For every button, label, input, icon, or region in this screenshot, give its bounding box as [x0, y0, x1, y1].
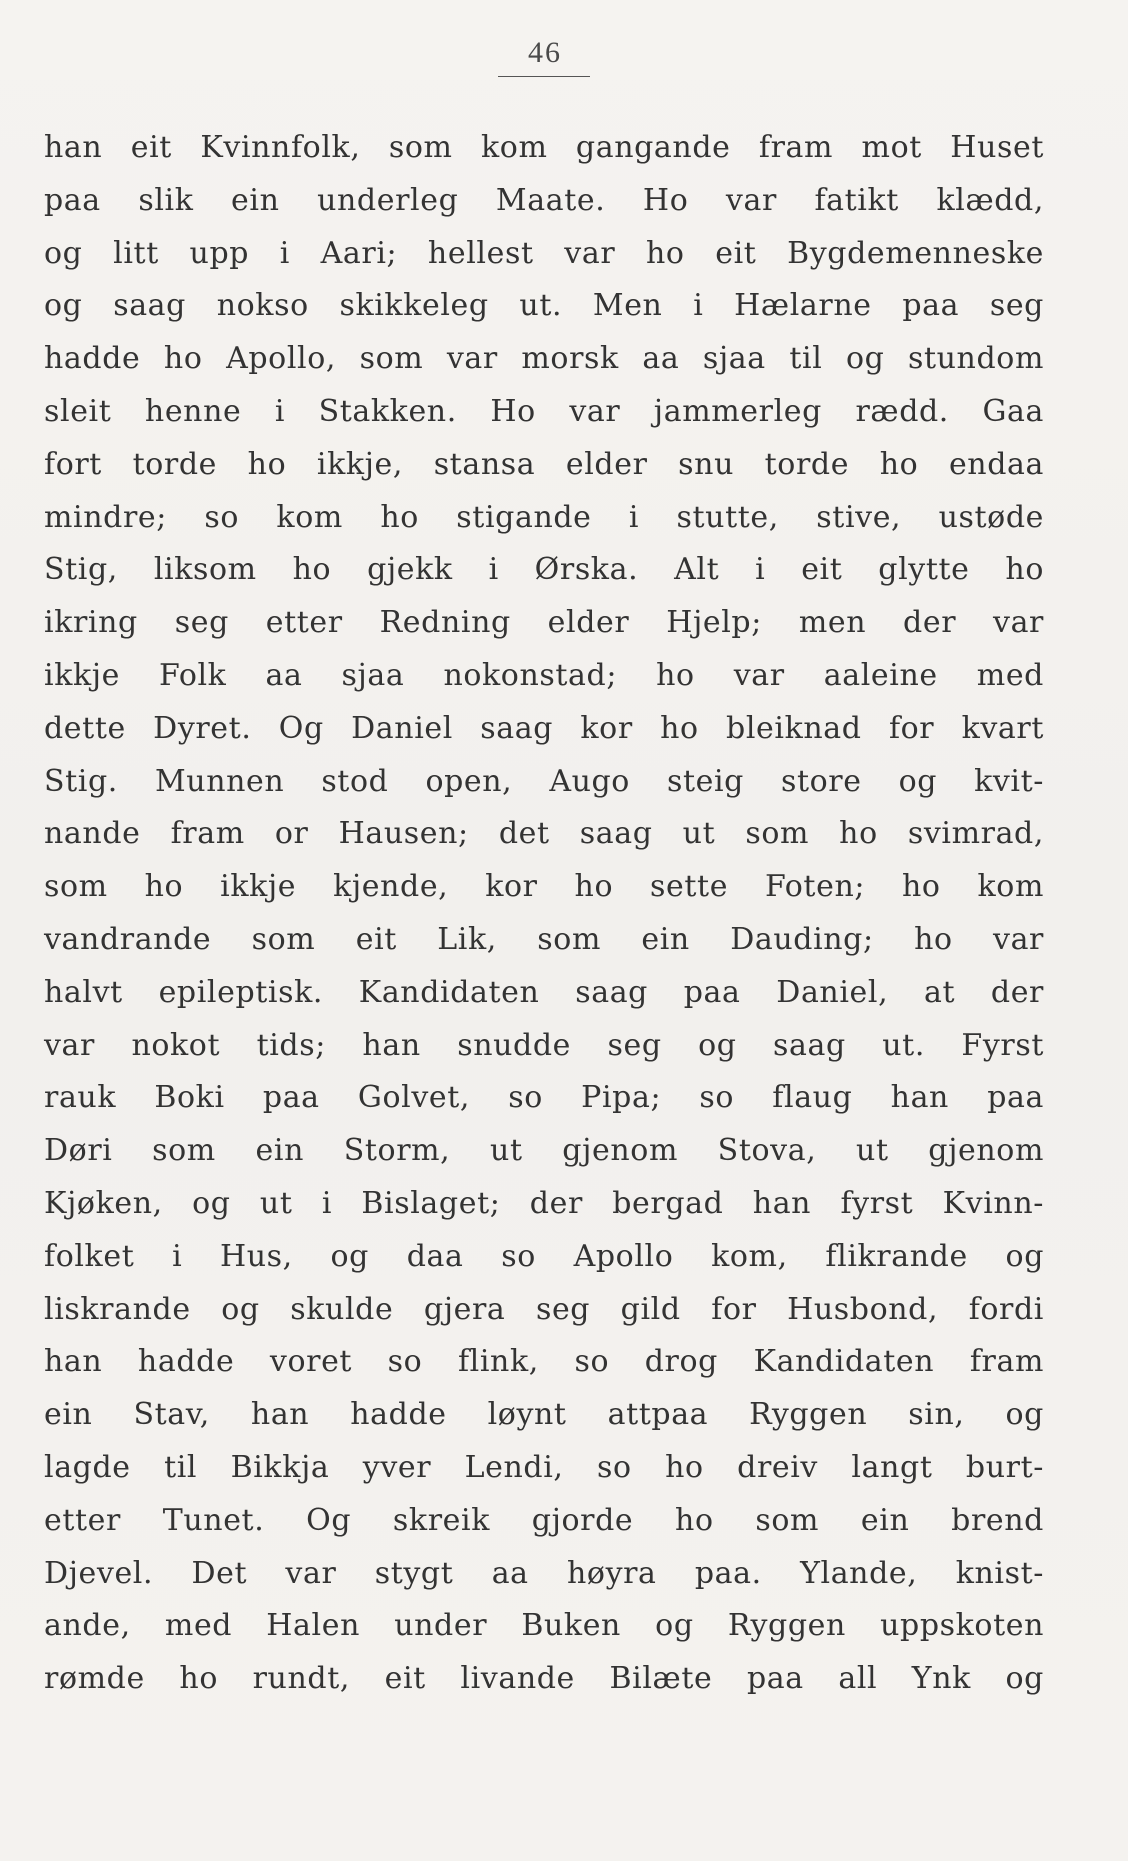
text-line: dette Dyret. Og Daniel saag kor ho bleiknad for kvart: [44, 710, 1044, 746]
text-line: sleit henne i Stakken. Ho var jammerleg rædd. Gaa: [44, 393, 1044, 429]
text-line: Kjøken, og ut i Bislaget; der bergad han fyrst Kvinn-: [44, 1185, 1044, 1221]
text-line: paa slik ein underleg Maate. Ho var fatikt klædd,: [44, 182, 1044, 218]
text-line: rømde ho rundt, eit livande Bilæte paa all Ynk og: [44, 1661, 1044, 1697]
text-line: fort torde ho ikkje, stansa elder snu torde ho endaa: [44, 446, 1044, 482]
text-line: ikkje Folk aa sjaa nokonstad; ho var aaleine med: [44, 657, 1044, 693]
text-line: ikring seg etter Redning elder Hjelp; men der var: [44, 605, 1044, 641]
text-line: etter Tunet. Og skreik gjorde ho som ein brend: [44, 1502, 1044, 1538]
text-line: ande, med Halen under Buken og Ryggen uppskoten: [44, 1608, 1044, 1644]
text-line: som ho ikkje kjende, kor ho sette Foten; ho kom: [44, 869, 1044, 905]
body-text: [44, 122, 1044, 1706]
text-line: mindre; so kom ho stigande i stutte, stive, ustøde: [44, 499, 1044, 535]
text-line: og saag nokso skikkeleg ut. Men i Hælarne paa seg: [44, 288, 1044, 324]
text-line: han hadde voret so flink, so drog Kandidaten fram: [44, 1344, 1044, 1380]
text-line: var nokot tids; han snudde seg og saag ut. Fyrst: [44, 1027, 1044, 1063]
text-line: Døri som ein Storm, ut gjenom Stova, ut gjenom: [44, 1133, 1044, 1169]
text-line: halvt epileptisk. Kandidaten saag paa Daniel, at der: [44, 974, 1044, 1010]
text-line: rauk Boki paa Golvet, so Pipa; so flaug han paa: [44, 1080, 1044, 1116]
text-line: Djevel. Det var stygt aa høyra paa. Ylande, knist-: [44, 1555, 1044, 1591]
page-number: 46: [528, 36, 562, 69]
text-line: hadde ho Apollo, som var morsk aa sjaa til og stundom: [44, 341, 1044, 377]
text-line: Stig. Munnen stod open, Augo steig store og kvit-: [44, 763, 1044, 799]
text-line: og litt upp i Aari; hellest var ho eit Bygdemenneske: [44, 235, 1044, 271]
page-number-rule: [498, 76, 590, 77]
text-line: Stig, liksom ho gjekk i Ørska. Alt i eit glytte ho: [44, 552, 1044, 588]
text-line: folket i Hus, og daa so Apollo kom, flikrande og: [44, 1238, 1044, 1274]
text-line: vandrande som eit Lik, som ein Dauding; ho var: [44, 921, 1044, 957]
text-line: ein Stav, han hadde løynt attpaa Ryggen sin, og: [44, 1397, 1044, 1433]
text-line: liskrande og skulde gjera seg gild for Husbond, fordi: [44, 1291, 1044, 1327]
text-line: nande fram or Hausen; det saag ut som ho svimrad,: [44, 816, 1044, 852]
text-line: lagde til Bikkja yver Lendi, so ho dreiv langt burt-: [44, 1449, 1044, 1485]
text-line: han eit Kvinnfolk, som kom gangande fram mot Huset: [44, 130, 1044, 165]
